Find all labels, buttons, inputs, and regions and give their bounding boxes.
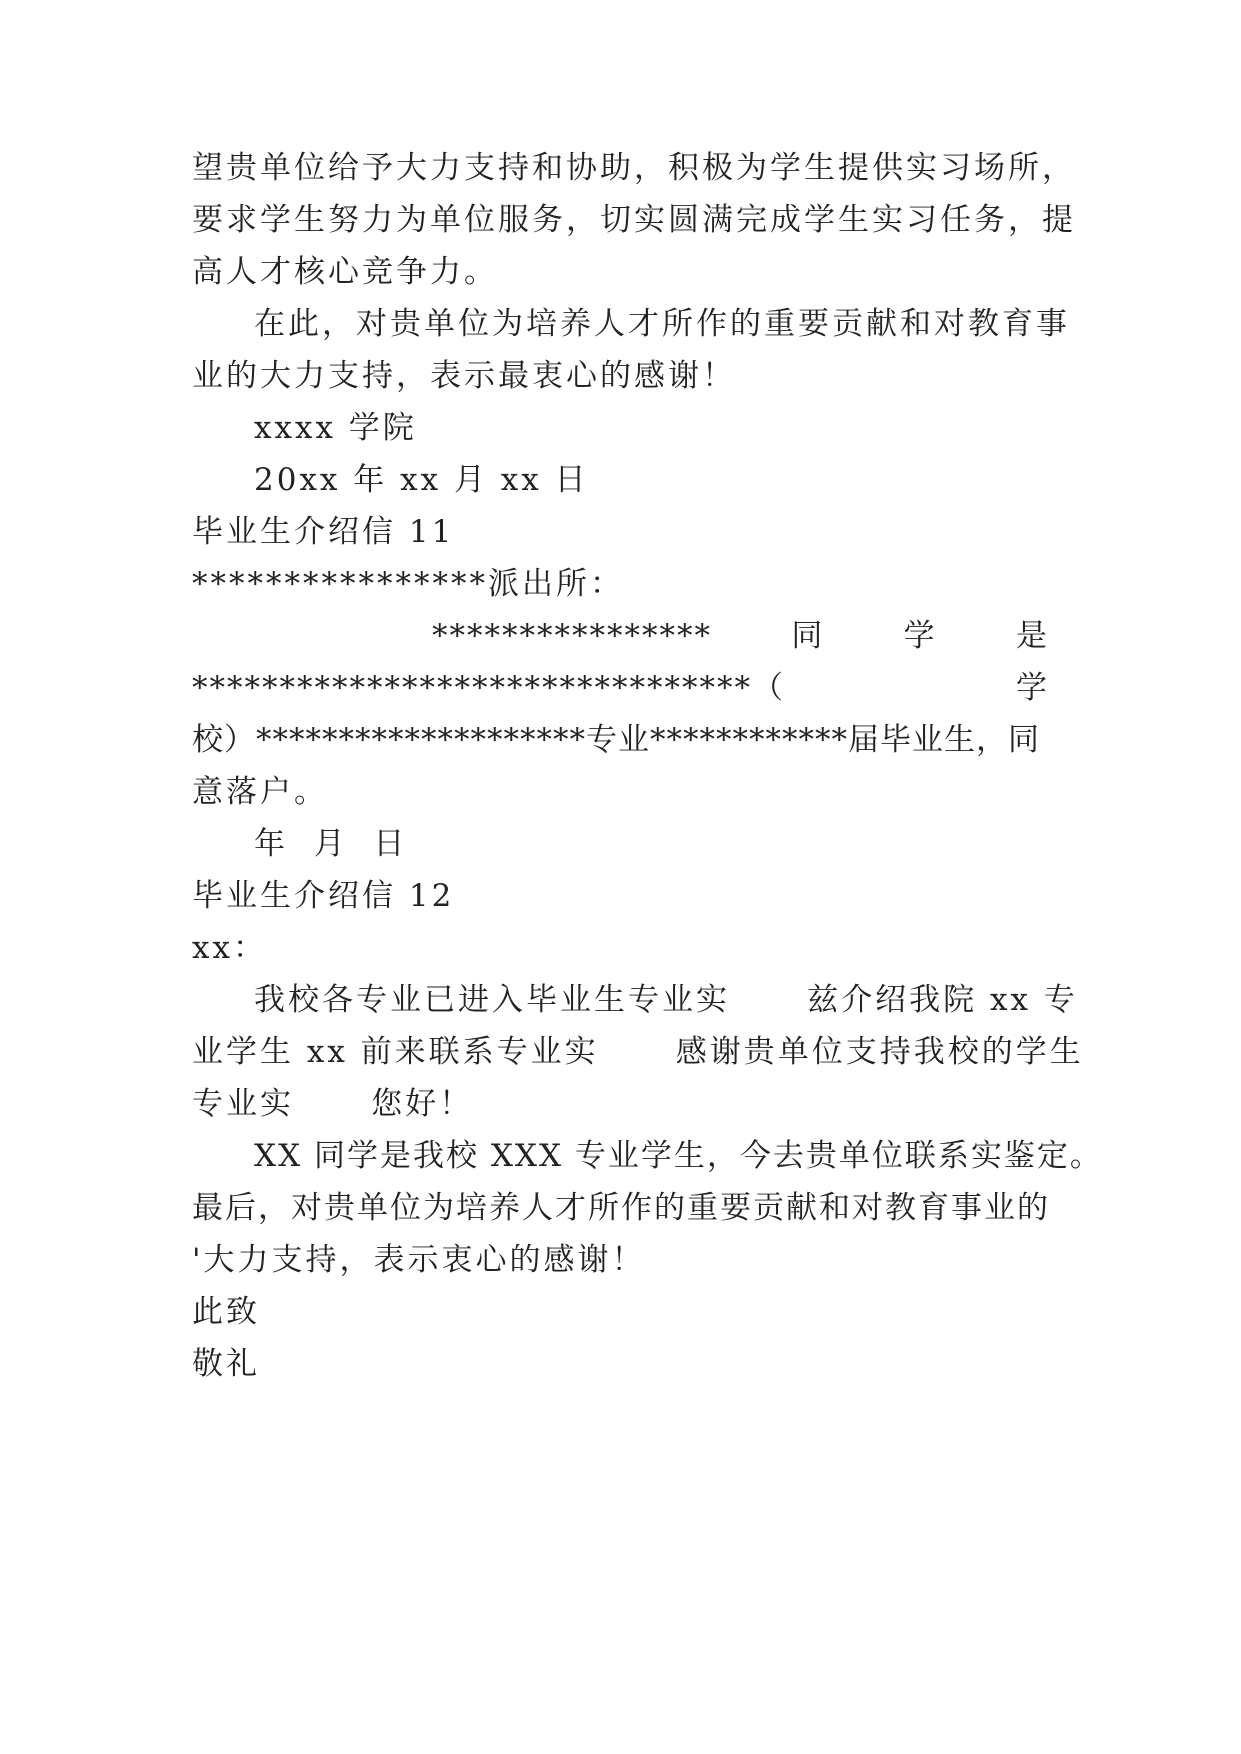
closing-salutation: 敬礼 [192,1346,260,1382]
signature-school: xxxx 学院 [254,410,417,446]
paragraph-line: 最后，对贵单位为培养人才所作的重要贡献和对教育事业的 [192,1190,1050,1226]
paragraph-line: 在此，对贵单位为培养人才所作的重要贡献和对教育事 [254,306,1070,342]
closing-line: 此致 [192,1294,260,1330]
paragraph-line: 业的大力支持，表示最衷心的感谢！ [192,358,736,394]
justified-line: **************** 同 学 是 [432,618,1049,654]
justified-line: ********************************（ 学 [192,670,1049,706]
paragraph-line: 我校各专业已进入毕业生专业实 兹介绍我院 xx 专 [254,982,1078,1018]
paragraph-line: '大力支持，表示衷心的感谢！ [192,1242,646,1278]
paragraph-line: 望贵单位给予大力支持和协助，积极为学生提供实习场所， [192,150,1076,186]
paragraph-line: 业学生 xx 前来联系专业实 感谢贵单位支持我校的学生 [192,1034,1084,1070]
paragraph-line: XX 同学是我校 XXX 专业学生，今去贵单位联系实鉴定。 [254,1138,1103,1174]
date-placeholder: 年 月 日 [254,826,408,862]
addressee: xx： [192,930,267,966]
paragraph-line: 意落户。 [192,774,328,810]
section-title: 毕业生介绍信 12 [192,878,455,914]
paragraph-line: 要求学生努力为单位服务，切实圆满完成学生实习任务，提 [192,202,1076,238]
paragraph-line: 专业实 您好！ [192,1086,474,1122]
section-title: 毕业生介绍信 11 [192,514,455,550]
paragraph-line: 高人才核心竞争力。 [192,254,498,290]
paragraph-line: 校）********************专业************届毕业生，同 [192,722,1040,758]
addressee: ****************派出所： [192,566,624,602]
signature-date: 20xx 年 xx 月 xx 日 [254,462,589,498]
